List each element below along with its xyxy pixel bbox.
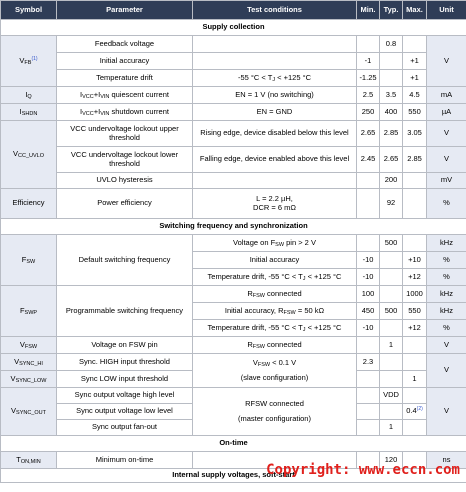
unit-cell: V	[427, 36, 466, 87]
header-max: Max.	[403, 1, 427, 20]
header-test-conditions: Test conditions	[193, 1, 357, 20]
param-cell: VCC undervoltage lockout lower threshold	[57, 147, 193, 173]
typ-cell	[380, 53, 403, 70]
param-cell: Temperature drift	[57, 70, 193, 87]
min-cell	[357, 337, 380, 354]
table-row	[1, 189, 466, 219]
header-parameter: Parameter	[57, 1, 193, 20]
table-row	[1, 235, 466, 252]
max-cell: 550	[403, 104, 427, 121]
max-cell	[403, 337, 427, 354]
symbol-ton-min: $T_{ON,MIN}$	[1, 452, 57, 469]
cond-cell: Rising edge, device disabled below this level	[193, 121, 357, 147]
min-cell: 450	[357, 303, 380, 320]
typ-cell: 1	[380, 420, 403, 436]
typ-cell: 2.85	[380, 121, 403, 147]
param-cell: Sync. HIGH input threshold	[57, 354, 193, 371]
cond-cell: EN = 1 V (no switching)	[193, 87, 357, 104]
param-cell: VCC undervoltage lockout upper threshold	[57, 121, 193, 147]
cond-cell: Falling edge, device enabled above this level	[193, 147, 357, 173]
section-row-ontime	[1, 436, 466, 452]
max-cell: +10	[403, 252, 427, 269]
section-row-supply	[1, 20, 466, 36]
table-row	[1, 70, 466, 87]
header-symbol: Symbol	[1, 1, 57, 20]
unit-cell: µA	[427, 104, 466, 121]
table-row	[1, 337, 466, 354]
min-cell	[357, 388, 380, 404]
min-cell: -1.25	[357, 70, 380, 87]
header-min: Min.	[357, 1, 380, 20]
unit-cell: V	[427, 354, 466, 388]
min-cell: -10	[357, 269, 380, 286]
min-cell: 2.3	[357, 354, 380, 371]
cond-cell	[193, 53, 357, 70]
typ-cell	[380, 252, 403, 269]
min-cell: -10	[357, 320, 380, 337]
symbol-vfb: $V_{FB}^{(1)}$	[1, 36, 57, 87]
cond-cell: Temperature drift, -55 $^\circ C < T_J < +125$ °C	[193, 320, 357, 337]
table-row	[1, 53, 466, 70]
unit-cell: V	[427, 147, 466, 173]
min-cell: 2.45	[357, 147, 380, 173]
typ-cell: 0.8	[380, 36, 403, 53]
symbol-ishdn: $I_{SHDN}$	[1, 104, 57, 121]
symbol-fsw: $F_{SW}$	[1, 235, 57, 286]
param-cell: Feedback voltage	[57, 36, 193, 53]
cond-cell: $V_{FSW} < 0.1$ V (slave configuration)	[193, 354, 357, 388]
min-cell	[357, 404, 380, 420]
min-cell	[357, 371, 380, 388]
min-cell: 2.5	[357, 87, 380, 104]
unit-cell: kHz	[427, 303, 466, 320]
table-row	[1, 87, 466, 104]
unit-cell: V	[427, 121, 466, 147]
param-cell: $I_{VCC}+I_{VIN}$ quiescent current	[57, 87, 193, 104]
param-cell: Voltage on FSW pin	[57, 337, 193, 354]
max-cell	[403, 420, 427, 436]
cond-cell: EN = GND	[193, 104, 357, 121]
unit-cell: V	[427, 337, 466, 354]
min-cell: -1	[357, 53, 380, 70]
symbol-vcc-uvlo: $V_{CC\_UVLO}$	[1, 121, 57, 189]
unit-cell: kHz	[427, 286, 466, 303]
max-cell: +1	[403, 53, 427, 70]
table-row	[1, 286, 466, 303]
unit-cell: %	[427, 189, 466, 219]
max-cell	[403, 354, 427, 371]
typ-cell	[380, 286, 403, 303]
max-cell: +1	[403, 70, 427, 87]
max-cell: 0.4$^{(2)}$	[403, 404, 427, 420]
max-cell: 2.85	[403, 147, 427, 173]
param-cell: Sync output fan-out	[57, 420, 193, 436]
typ-cell	[380, 404, 403, 420]
section-title: Switching frequency and synchronization	[1, 219, 466, 235]
param-cell: Sync output voltage low level	[57, 404, 193, 420]
min-cell: 2.65	[357, 121, 380, 147]
cond-cell: Initial accuracy	[193, 252, 357, 269]
typ-cell	[380, 354, 403, 371]
max-cell: 1000	[403, 286, 427, 303]
min-cell	[357, 235, 380, 252]
unit-cell: ns	[427, 452, 466, 469]
max-cell	[403, 235, 427, 252]
min-cell: -10	[357, 252, 380, 269]
min-cell: 100	[357, 286, 380, 303]
symbol-efficiency: Efficiency	[1, 189, 57, 219]
unit-cell: %	[427, 320, 466, 337]
symbol-iq: $I_Q$	[1, 87, 57, 104]
max-cell	[403, 173, 427, 189]
min-cell	[357, 189, 380, 219]
min-cell	[357, 173, 380, 189]
min-cell	[357, 36, 380, 53]
table-row	[1, 147, 466, 173]
typ-cell: 200	[380, 173, 403, 189]
param-cell: Initial accuracy	[57, 53, 193, 70]
param-cell: Default switching frequency	[57, 235, 193, 286]
unit-cell: kHz	[427, 235, 466, 252]
header-unit: Unit	[427, 1, 466, 20]
unit-cell: V	[427, 388, 466, 436]
cond-cell: RFSW connected (master configuration)	[193, 388, 357, 436]
max-cell: 4.5	[403, 87, 427, 104]
cond-cell: $R_{FSW}$ connected	[193, 286, 357, 303]
typ-cell: 92	[380, 189, 403, 219]
symbol-vsync-out: $V_{SYNC\_OUT}$	[1, 388, 57, 436]
cond-cell: Voltage on $F_{SW}$ pin > 2 V	[193, 235, 357, 252]
max-cell: +12	[403, 269, 427, 286]
unit-cell: mA	[427, 87, 466, 104]
table-row	[1, 354, 466, 371]
cond-cell: Initial accuracy, $R_{FSW} = 50$ kΩ	[193, 303, 357, 320]
max-cell: 3.05	[403, 121, 427, 147]
max-cell	[403, 189, 427, 219]
typ-cell	[380, 371, 403, 388]
cond-cell: L = 2.2 µH, DCR = 6 mΩ	[193, 189, 357, 219]
typ-cell: VDD	[380, 388, 403, 404]
typ-cell: 500	[380, 303, 403, 320]
section-title: On-time	[1, 436, 466, 452]
table-header-row	[1, 1, 466, 20]
cond-cell: Temperature drift, -55 $^\circ C < T_J < +125$ °C	[193, 269, 357, 286]
max-cell: 550	[403, 303, 427, 320]
symbol-vsync-low: $V_{SYNC\_LOW}$	[1, 371, 57, 388]
min-cell	[357, 420, 380, 436]
typ-cell	[380, 320, 403, 337]
unit-cell: mV	[427, 173, 466, 189]
param-cell: Programmable switching frequency	[57, 286, 193, 337]
cond-cell	[193, 36, 357, 53]
typ-cell: 120	[380, 452, 403, 469]
section-title: Internal supply voltages, soft-start	[1, 469, 466, 483]
symbol-vfsw: $V_{FSW}$	[1, 337, 57, 354]
table-row	[1, 173, 466, 189]
max-cell: +12	[403, 320, 427, 337]
param-cell: Sync LOW input threshold	[57, 371, 193, 388]
param-cell: Sync output voltage high level	[57, 388, 193, 404]
param-cell: Power efficiency	[57, 189, 193, 219]
table-row	[1, 104, 466, 121]
unit-cell: %	[427, 269, 466, 286]
typ-cell: 3.5	[380, 87, 403, 104]
param-cell: Minimum on-time	[57, 452, 193, 469]
cond-cell: -55 $^\circ C < T_J < +125$ °C	[193, 70, 357, 87]
symbol-fswp: $F_{SWP}$	[1, 286, 57, 337]
unit-cell: %	[427, 252, 466, 269]
max-cell	[403, 388, 427, 404]
section-title: Supply collection	[1, 20, 466, 36]
max-cell: 1	[403, 371, 427, 388]
min-cell: 250	[357, 104, 380, 121]
typ-cell: 500	[380, 235, 403, 252]
typ-cell: 400	[380, 104, 403, 121]
typ-cell	[380, 269, 403, 286]
typ-cell: 1	[380, 337, 403, 354]
table-row	[1, 36, 466, 53]
table-row	[1, 388, 466, 404]
table-row	[1, 121, 466, 147]
param-cell: $I_{VCC}+I_{VIN}$ shutdown current	[57, 104, 193, 121]
symbol-vsync-hi: $V_{SYNC\_HI}$	[1, 354, 57, 371]
max-cell	[403, 36, 427, 53]
param-cell: UVLO hysteresis	[57, 173, 193, 189]
cond-cell	[193, 173, 357, 189]
typ-cell	[380, 70, 403, 87]
typ-cell: 2.65	[380, 147, 403, 173]
cond-cell: $R_{FSW}$ connected	[193, 337, 357, 354]
header-typ: Typ.	[380, 1, 403, 20]
copyright-watermark: Copyright: www.eccn.com	[266, 462, 460, 478]
section-row-switching	[1, 219, 466, 235]
